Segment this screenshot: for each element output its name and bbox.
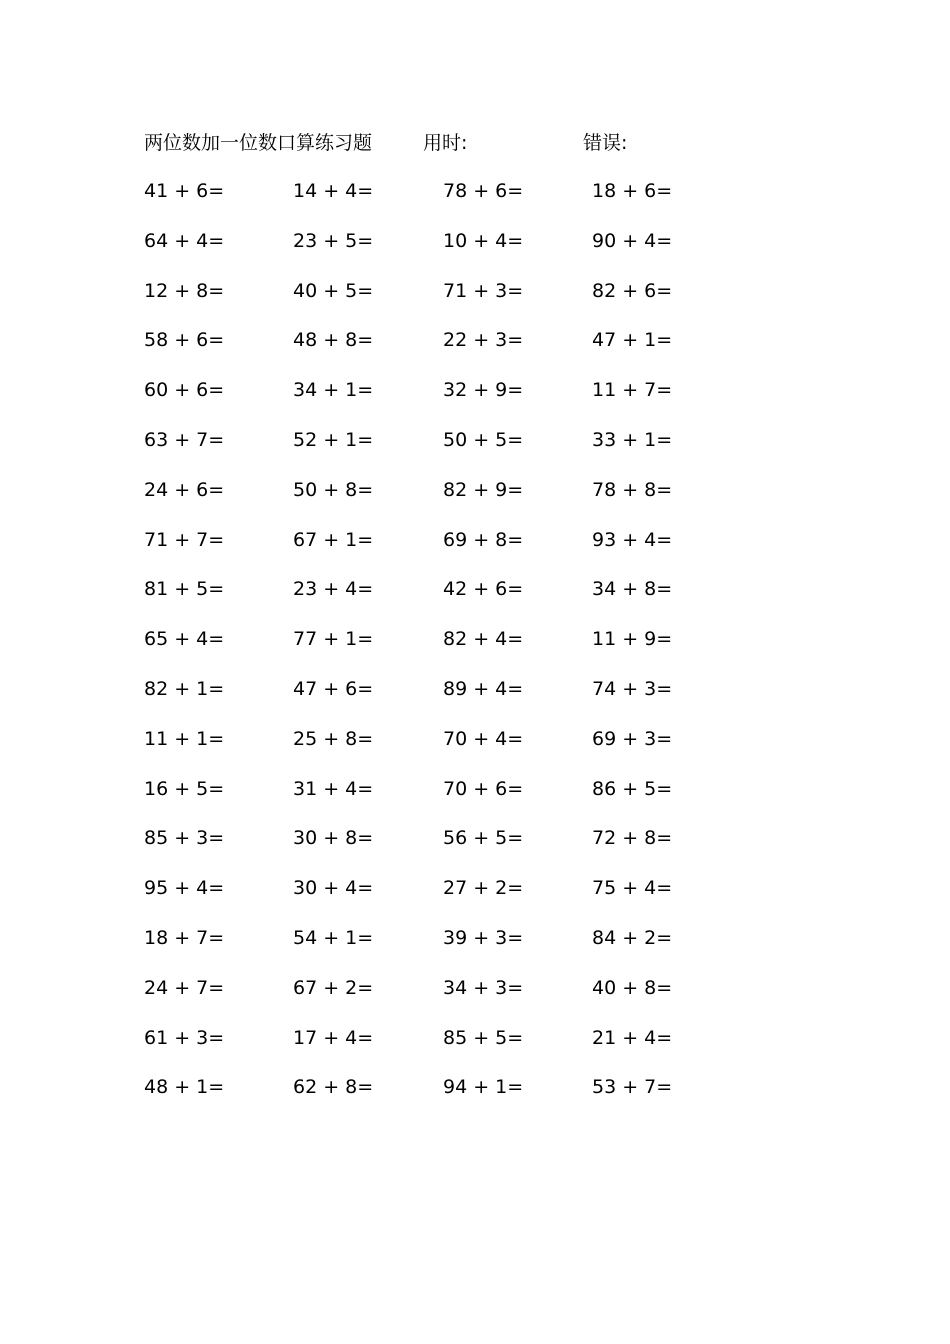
- problem-item: 30 + 4=: [293, 877, 374, 900]
- problem-item: 60 + 6=: [144, 379, 225, 402]
- problem-row: [144, 176, 744, 226]
- problem-item: 85 + 5=: [443, 1026, 524, 1049]
- problem-row: [144, 325, 744, 375]
- problem-row: [144, 1072, 744, 1122]
- problem-item: 47 + 6=: [293, 677, 374, 700]
- problem-row: [144, 774, 744, 824]
- problem-item: 58 + 6=: [144, 329, 225, 352]
- problem-item: 77 + 1=: [293, 628, 374, 651]
- problem-item: 69 + 3=: [592, 727, 673, 750]
- problem-item: 90 + 4=: [592, 229, 673, 252]
- problem-row: [144, 674, 744, 724]
- problem-item: 48 + 8=: [293, 329, 374, 352]
- problem-item: 70 + 6=: [443, 777, 524, 800]
- problem-row: [144, 1023, 744, 1073]
- problem-item: 24 + 7=: [144, 976, 225, 999]
- problem-item: 94 + 1=: [443, 1076, 524, 1099]
- problem-item: 41 + 6=: [144, 180, 225, 202]
- problem-item: 72 + 8=: [592, 827, 673, 850]
- problem-item: 82 + 4=: [443, 628, 524, 651]
- problem-item: 48 + 1=: [144, 1076, 225, 1099]
- problem-item: 61 + 3=: [144, 1026, 225, 1049]
- problem-item: 27 + 2=: [443, 877, 524, 900]
- problem-item: 82 + 6=: [592, 279, 673, 302]
- problem-item: 23 + 4=: [293, 578, 374, 601]
- problem-row: [144, 624, 744, 674]
- time-label: 用时:: [423, 132, 468, 154]
- problem-item: 18 + 7=: [144, 926, 225, 949]
- problem-item: 62 + 8=: [293, 1076, 374, 1099]
- problem-item: 12 + 8=: [144, 279, 225, 302]
- problem-item: 67 + 2=: [293, 976, 374, 999]
- problem-item: 85 + 3=: [144, 827, 225, 850]
- problem-item: 34 + 1=: [293, 379, 374, 402]
- problem-item: 34 + 8=: [592, 578, 673, 601]
- problem-item: 33 + 1=: [592, 428, 673, 451]
- problem-row: [144, 574, 744, 624]
- problem-item: 53 + 7=: [592, 1076, 673, 1099]
- problem-row: [144, 475, 744, 525]
- problem-row: [144, 276, 744, 326]
- problem-item: 89 + 4=: [443, 677, 524, 700]
- problem-item: 95 + 4=: [144, 877, 225, 900]
- problem-row: [144, 226, 744, 276]
- problem-item: 81 + 5=: [144, 578, 225, 601]
- problem-item: 16 + 5=: [144, 777, 225, 800]
- problem-item: 71 + 7=: [144, 528, 225, 551]
- problem-item: 50 + 5=: [443, 428, 524, 451]
- problem-item: 31 + 4=: [293, 777, 374, 800]
- problem-item: 78 + 8=: [592, 478, 673, 501]
- problem-item: 24 + 6=: [144, 478, 225, 501]
- problem-item: 34 + 3=: [443, 976, 524, 999]
- problem-row: [144, 973, 744, 1023]
- problem-item: 30 + 8=: [293, 827, 374, 850]
- problem-item: 84 + 2=: [592, 926, 673, 949]
- problem-item: 52 + 1=: [293, 428, 374, 451]
- problem-item: 25 + 8=: [293, 727, 374, 750]
- problem-item: 86 + 5=: [592, 777, 673, 800]
- problem-item: 18 + 6=: [592, 180, 673, 202]
- problem-item: 65 + 4=: [144, 628, 225, 651]
- problem-row: [144, 425, 744, 475]
- problem-item: 75 + 4=: [592, 877, 673, 900]
- worksheet-title: 两位数加一位数口算练习题: [144, 132, 373, 154]
- problem-item: 69 + 8=: [443, 528, 524, 551]
- problem-item: 70 + 4=: [443, 727, 524, 750]
- problem-row: [144, 873, 744, 923]
- problem-item: 50 + 8=: [293, 478, 374, 501]
- problem-item: 40 + 5=: [293, 279, 374, 302]
- problem-row: [144, 923, 744, 973]
- problem-item: 78 + 6=: [443, 180, 524, 202]
- problem-item: 10 + 4=: [443, 229, 524, 252]
- problem-item: 22 + 3=: [443, 329, 524, 352]
- problem-item: 82 + 1=: [144, 677, 225, 700]
- worksheet-header: [144, 128, 704, 158]
- problem-item: 17 + 4=: [293, 1026, 374, 1049]
- problem-item: 47 + 1=: [592, 329, 673, 352]
- problem-item: 39 + 3=: [443, 926, 524, 949]
- problem-item: 11 + 9=: [592, 628, 673, 651]
- problem-item: 56 + 5=: [443, 827, 524, 850]
- problem-item: 40 + 8=: [592, 976, 673, 999]
- problem-row: [144, 375, 744, 425]
- problem-item: 82 + 9=: [443, 478, 524, 501]
- errors-label: 错误:: [583, 132, 628, 154]
- problem-item: 21 + 4=: [592, 1026, 673, 1049]
- problem-item: 14 + 4=: [293, 180, 374, 202]
- problem-item: 64 + 4=: [144, 229, 225, 252]
- problem-item: 42 + 6=: [443, 578, 524, 601]
- problem-row: [144, 724, 744, 774]
- problem-grid: [144, 176, 744, 1122]
- problem-item: 74 + 3=: [592, 677, 673, 700]
- problem-item: 63 + 7=: [144, 428, 225, 451]
- problem-item: 71 + 3=: [443, 279, 524, 302]
- problem-item: 32 + 9=: [443, 379, 524, 402]
- problem-row: [144, 823, 744, 873]
- problem-item: 11 + 7=: [592, 379, 673, 402]
- problem-row: [144, 525, 744, 575]
- problem-item: 23 + 5=: [293, 229, 374, 252]
- problem-item: 93 + 4=: [592, 528, 673, 551]
- problem-item: 67 + 1=: [293, 528, 374, 551]
- problem-item: 54 + 1=: [293, 926, 374, 949]
- problem-item: 11 + 1=: [144, 727, 225, 750]
